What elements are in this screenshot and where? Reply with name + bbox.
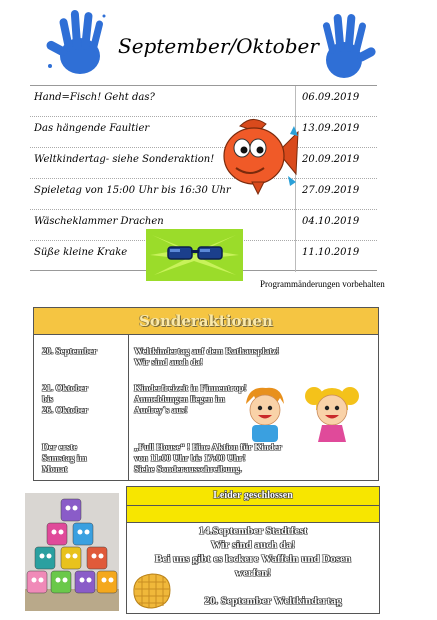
special-when: Der erste Samstag im Monat	[42, 442, 87, 474]
closed-line: 14.September Stadtfest	[198, 525, 308, 537]
glasses-graphic-icon	[146, 229, 243, 281]
event-date: 04.10.2019	[302, 216, 360, 227]
column-divider	[128, 335, 129, 480]
special-actions-title: Sonderaktionen	[139, 312, 273, 330]
event-date: 13.09.2019	[302, 123, 360, 134]
event-date: 06.09.2019	[302, 92, 360, 103]
cartoon-children-icon	[242, 382, 372, 442]
waffle-icon	[130, 570, 174, 610]
special-what: „Full House“ ! Eine Aktion für Kinder von 11:00 Uhr bis 17:00 Uhr! Siehe Sonderausschreibung.	[134, 442, 282, 474]
event-title: Hand=Fisch! Geht das?	[34, 92, 155, 103]
disclaimer-text: Programmänderungen vorbehalten	[260, 279, 385, 289]
event-date: 27.09.2019	[302, 185, 360, 196]
special-when: 20. September	[42, 346, 97, 356]
event-title: Spieletag von 15:00 Uhr bis 16:30 Uhr	[34, 185, 231, 196]
table-row	[30, 148, 377, 179]
table-row	[30, 179, 377, 210]
special-what: Kinderfreizeit in Finnentrop! Anmeldungen liegen im Audrey`s aus!	[134, 383, 247, 415]
blue-handprint-icon	[314, 8, 378, 86]
closed-header	[127, 487, 379, 506]
table-row	[30, 117, 377, 148]
tin-can-tower-photo	[25, 493, 119, 611]
event-title: Weltkindertag- siehe Sonderaktion!	[34, 154, 215, 165]
closed-title: Leider geschlossen	[213, 490, 293, 501]
table-row	[30, 86, 377, 117]
event-title: Wäscheklammer Drachen	[34, 216, 164, 227]
closed-line: 20. September Weltkindertag	[204, 595, 342, 607]
blue-handprint-icon	[42, 4, 114, 84]
special-actions-header	[34, 308, 378, 335]
event-date: 11.10.2019	[302, 247, 360, 258]
event-title: Das hängende Faultier	[34, 123, 150, 134]
page-title: September/Oktober	[118, 34, 319, 58]
closed-line: Wir sind auch da!	[210, 539, 296, 551]
closed-line: Bei uns gibt es leckere Waffeln und Dosen	[154, 553, 352, 565]
special-when: 21. Oktober bis 26. Oktober	[42, 383, 88, 415]
special-what: Weltkindertag auf dem Rathausplatz! Wir sind auch da!	[134, 346, 280, 367]
event-date: 20.09.2019	[302, 154, 360, 165]
closed-subheader	[127, 506, 379, 523]
cartoon-fish-icon	[218, 112, 300, 198]
closed-line: werfen!	[234, 567, 272, 579]
event-title: Süße kleine Krake	[34, 247, 128, 258]
